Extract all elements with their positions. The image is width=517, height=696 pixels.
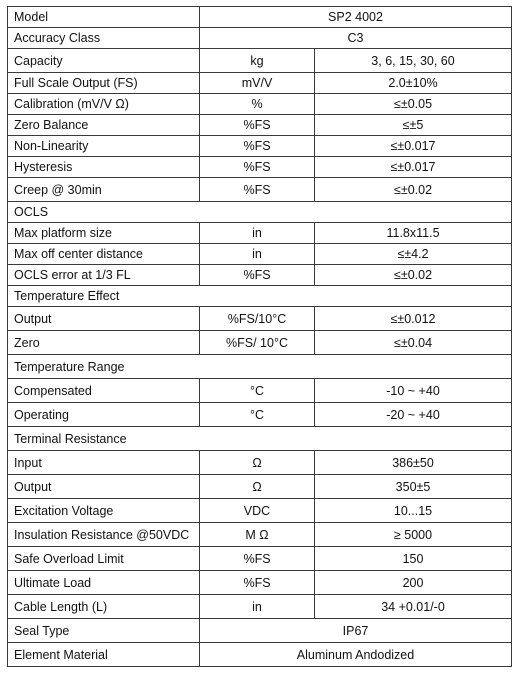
spec-value: 3, 6, 15, 30, 60: [315, 49, 512, 73]
spec-value: 150: [315, 547, 512, 571]
table-row: [8, 595, 512, 619]
table-row: [8, 157, 512, 178]
spec-label: Cable Length (L): [8, 595, 200, 619]
spec-value: 2.0±10%: [315, 73, 512, 94]
table-row: [8, 265, 512, 286]
table-row: [8, 136, 512, 157]
spec-unit: %FS/ 10°C: [200, 331, 315, 355]
spec-label: Model: [8, 7, 200, 28]
table-row: [8, 94, 512, 115]
table-row: [8, 643, 512, 667]
spec-label: Seal Type: [8, 619, 200, 643]
spec-value: ≤±0.05: [315, 94, 512, 115]
spec-value: Aluminum Andodized: [200, 643, 512, 667]
spec-value: ≥ 5000: [315, 523, 512, 547]
spec-unit: %FS: [200, 115, 315, 136]
spec-label: Safe Overload Limit: [8, 547, 200, 571]
table-row: [8, 451, 512, 475]
spec-label: Zero Balance: [8, 115, 200, 136]
spec-value: ≤±5: [315, 115, 512, 136]
spec-value: 200: [315, 571, 512, 595]
table-row: [8, 307, 512, 331]
table-row: [8, 571, 512, 595]
spec-value: IP67: [200, 619, 512, 643]
spec-unit: %FS: [200, 265, 315, 286]
spec-unit: %FS/10°C: [200, 307, 315, 331]
table-row: [8, 115, 512, 136]
spec-label: Max off center distance: [8, 244, 200, 265]
table-row: [8, 547, 512, 571]
section-label: Temperature Effect: [8, 286, 512, 307]
spec-label: Output: [8, 307, 200, 331]
spec-unit: M Ω: [200, 523, 315, 547]
table-row: [8, 523, 512, 547]
spec-value: ≤±0.02: [315, 265, 512, 286]
spec-value: -20 ~ +40: [315, 403, 512, 427]
table-row: [8, 28, 512, 49]
spec-unit: %: [200, 94, 315, 115]
spec-unit: %FS: [200, 571, 315, 595]
spec-value: -10 ~ +40: [315, 379, 512, 403]
spec-label: Creep @ 30min: [8, 178, 200, 202]
spec-label: Calibration (mV/V Ω): [8, 94, 200, 115]
spec-label: Accuracy Class: [8, 28, 200, 49]
spec-value: ≤±4.2: [315, 244, 512, 265]
spec-unit: in: [200, 595, 315, 619]
spec-label: Full Scale Output (FS): [8, 73, 200, 94]
spec-label: Ultimate Load: [8, 571, 200, 595]
spec-label: Operating: [8, 403, 200, 427]
table-row: [8, 499, 512, 523]
section-row: [8, 355, 512, 379]
section-label: Temperature Range: [8, 355, 512, 379]
spec-unit: °C: [200, 379, 315, 403]
spec-unit: %FS: [200, 547, 315, 571]
spec-value: C3: [200, 28, 512, 49]
table-row: [8, 7, 512, 28]
spec-unit: in: [200, 244, 315, 265]
spec-value: ≤±0.02: [315, 178, 512, 202]
spec-label: Excitation Voltage: [8, 499, 200, 523]
spec-label: Output: [8, 475, 200, 499]
spec-label: Zero: [8, 331, 200, 355]
spec-label: Insulation Resistance @50VDC: [8, 523, 200, 547]
spec-unit: °C: [200, 403, 315, 427]
section-label: Terminal Resistance: [8, 427, 512, 451]
spec-value: 34 +0.01/-0: [315, 595, 512, 619]
section-label: OCLS: [8, 202, 512, 223]
table-row: [8, 178, 512, 202]
spec-label: Max platform size: [8, 223, 200, 244]
spec-value: 350±5: [315, 475, 512, 499]
table-row: [8, 403, 512, 427]
spec-label: Element Material: [8, 643, 200, 667]
spec-label: Capacity: [8, 49, 200, 73]
spec-value: 386±50: [315, 451, 512, 475]
table-row: [8, 49, 512, 73]
spec-value: ≤±0.012: [315, 307, 512, 331]
spec-unit: mV/V: [200, 73, 315, 94]
spec-unit: VDC: [200, 499, 315, 523]
table-row: [8, 244, 512, 265]
table-row: [8, 619, 512, 643]
spec-unit: %FS: [200, 157, 315, 178]
spec-value: ≤±0.017: [315, 136, 512, 157]
spec-label: Non-Linearity: [8, 136, 200, 157]
table-row: [8, 73, 512, 94]
spec-unit: %FS: [200, 178, 315, 202]
spec-value: ≤±0.04: [315, 331, 512, 355]
spec-value: SP2 4002: [200, 7, 512, 28]
spec-table-body: [8, 7, 512, 667]
spec-label: Input: [8, 451, 200, 475]
table-row: [8, 331, 512, 355]
spec-unit: Ω: [200, 475, 315, 499]
spec-unit: %FS: [200, 136, 315, 157]
spec-unit: Ω: [200, 451, 315, 475]
spec-value: ≤±0.017: [315, 157, 512, 178]
table-row: [8, 475, 512, 499]
section-row: [8, 286, 512, 307]
spec-label: Compensated: [8, 379, 200, 403]
spec-value: 10...15: [315, 499, 512, 523]
table-row: [8, 223, 512, 244]
spec-unit: in: [200, 223, 315, 244]
spec-label: OCLS error at 1/3 FL: [8, 265, 200, 286]
spec-label: Hysteresis: [8, 157, 200, 178]
spec-value: 11.8x11.5: [315, 223, 512, 244]
spec-table: [7, 6, 512, 667]
table-row: [8, 379, 512, 403]
section-row: [8, 202, 512, 223]
spec-unit: kg: [200, 49, 315, 73]
section-row: [8, 427, 512, 451]
